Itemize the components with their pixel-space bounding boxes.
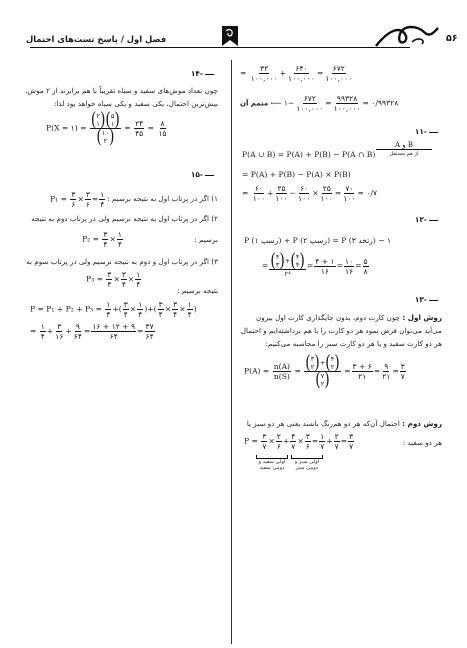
question-14-number: ۱۴- — [176, 69, 216, 78]
continuation-equation-line2: متمم آن ⟵ ۱− $\frac{۶۷۲}{۱۰۰,۰۰۰}$ = $\frac{۹۹۳۲۸}{۱۰۰,۰۰۰}$ = ۰/۹۹۳۲۸ — [240, 94, 399, 113]
q13-method1-line3: هر دو کارت سفید و یا هر دو کارت سبز را محاسبه می‌کنیم: — [265, 339, 442, 348]
q13-method1-line1: روش اول : چون کارت دوم، بدون جایگذاری کارت اول بیرون — [255, 313, 442, 322]
q13-method2-line2: هر دو سفید : — [402, 438, 442, 447]
q11-equation-line3: = $\frac{۶۰}{۱۰۰}$ + $\frac{۲۵}{۱۰۰}$ − $\frac{۶۰}{۱۰۰}$ × $\frac{۲۵}{۱۰۰}$ = $\frac{۷۰}{۱۰۰}$ = ۰/۷ — [242, 184, 378, 203]
q11-independence-note: B و A از هم مستقل — [376, 141, 432, 157]
q11-equation-line1: P(A ∪ B) = P(A) + P(B) − P(A ∩ B) — [242, 150, 376, 159]
q13-underbrace-green: اولی سبز و دومی سبز — [291, 455, 323, 471]
question-13-number: ۱۳- — [400, 295, 440, 304]
q15-case3-line2: نتیجه برسیم : — [177, 286, 218, 295]
q13-underbrace-white: اولی سفید و دومی سفید — [256, 455, 288, 471]
q13-method2-equation: P = $\frac{۳}{۷}$ × $\frac{۲}{۶}$ + $\frac{۴}{۷}$ × $\frac{۳}{۶}$ = $\frac{۱}{۷}$ + $\frac{۲}{۷}$ = $\frac{۳}{۷}$ — [244, 432, 354, 451]
q15-case2-line1: ۲) اگر در پرتاب اول به نتیجه نرسیم ولی در پرتاب دوم به نتیجه — [31, 214, 218, 223]
q13-method1-equation: P(A) = $\frac{n(A)}{n(S)}$ = ( ۳ ۲ )+( ۴ ۲ ) ( ۷ ۲ ) = $\frac{۳ + ۶}{۲۱}$ = $\frac{۹}{۲۱}$ = $\frac{۳}{۷}$ — [244, 352, 405, 391]
q15-case3-line1: ۳) اگر در پرتاب اول و دوم به نتیجه نرسیم ولی در پرتاب سوم به — [26, 257, 218, 266]
q13-method1-line2: می‌آید می‌توان فرض نمود هر دو کارت را با هم برداشته‌ایم و احتمال — [240, 326, 442, 335]
q15-case3-equation: P₃ = $\frac{۳}{۴}$ × $\frac{۳}{۴}$ × $\frac{۱}{۴}$ — [86, 270, 141, 289]
question-11-number: ۱۱- — [400, 127, 440, 136]
header-swirl-ornament — [372, 22, 442, 52]
q11-equation-line2: = P(A) + P(B) − P(A) × P(B) — [242, 170, 351, 179]
continuation-equation-line1: = $\frac{۳۲}{۱۰۰,۰۰۰}$ + $\frac{۶۴۰}{۱۰۰,۰۰۰}$ = $\frac{۶۷۲}{۱۰۰,۰۰۰}$ — [240, 64, 353, 83]
q14-equation: P(X = ۱) = ( ۲ ۱ )( ۵ ۱ ) ( ۱۰ ۲ ) = $\frac{۲۴}{۴۵}$ = $\frac{۸}{۱۵}$ — [46, 109, 167, 148]
q14-text-line1: چون تعداد موش‌های سفید و سیاه تقریباً با هم برابرند از ۲ موش، — [25, 86, 218, 95]
q12-equation-line1: P (۱ پسر) + P (۲ پسر) = P (۳ دختر) − ۱ — [244, 236, 392, 245]
column-divider — [231, 60, 232, 644]
q12-equation-line2: = ( ۴ ۳ )+( ۴ ۴ ) ۲⁴ = $\frac{۴ + ۱}{۱۶}$ = $\frac{۱۰}{۱۶}$ = $\frac{۵}{۸}$ — [262, 250, 368, 278]
q13-method2-line1: روش دوم : احتمال آن‌که هر دو هم‌رنگ باشند یعنی هر دو سبز یا — [246, 419, 442, 428]
q15-sum-equation: P = P₁ + P₂ + P₃ = $\frac{۱}{۴}$ +( $\frac{۳}{۴}$ × $\frac{۱}{۴}$ )+( $\frac{۳}{۴}$ × $\frac{۳}{۴}$ × $\frac{۱}{۴}$ ) — [30, 300, 197, 319]
q14-text-line2: بیش‌ترین احتمال، یکی سفید و یکی سیاه خواهد بود لذا: — [54, 99, 218, 108]
q15-case1-equation: P₁ = $\frac{۳}{۶}$ × $\frac{۳}{۶}$ = $\frac{۱}{۴}$ — [50, 190, 105, 209]
question-15-number: ۱۵- — [176, 170, 216, 179]
q15-case1-text: ۱) اگر در پرتاب اول به نتیجه برسیم : — [107, 194, 218, 203]
page-number: ۵۶ — [446, 33, 458, 44]
header-title: فصل اول / پاسخ تست‌های احتمال — [26, 34, 167, 44]
page-header — [0, 22, 467, 56]
publisher-logo-icon — [219, 24, 241, 50]
q15-case2-equation: P₂ = $\frac{۳}{۴}$ × $\frac{۱}{۴}$ — [82, 230, 122, 249]
question-12-number: ۱۲- — [400, 215, 440, 224]
q15-result-equation: = $\frac{۱}{۴}$ + $\frac{۳}{۱۶}$ + $\frac{۹}{۶۴}$ = $\frac{۱۶ + ۱۲ + ۹}{۶۴}$ = $\frac{۳۷}{۶۴}$ — [30, 322, 154, 341]
q15-case2-line2: برسیم : — [194, 235, 218, 244]
